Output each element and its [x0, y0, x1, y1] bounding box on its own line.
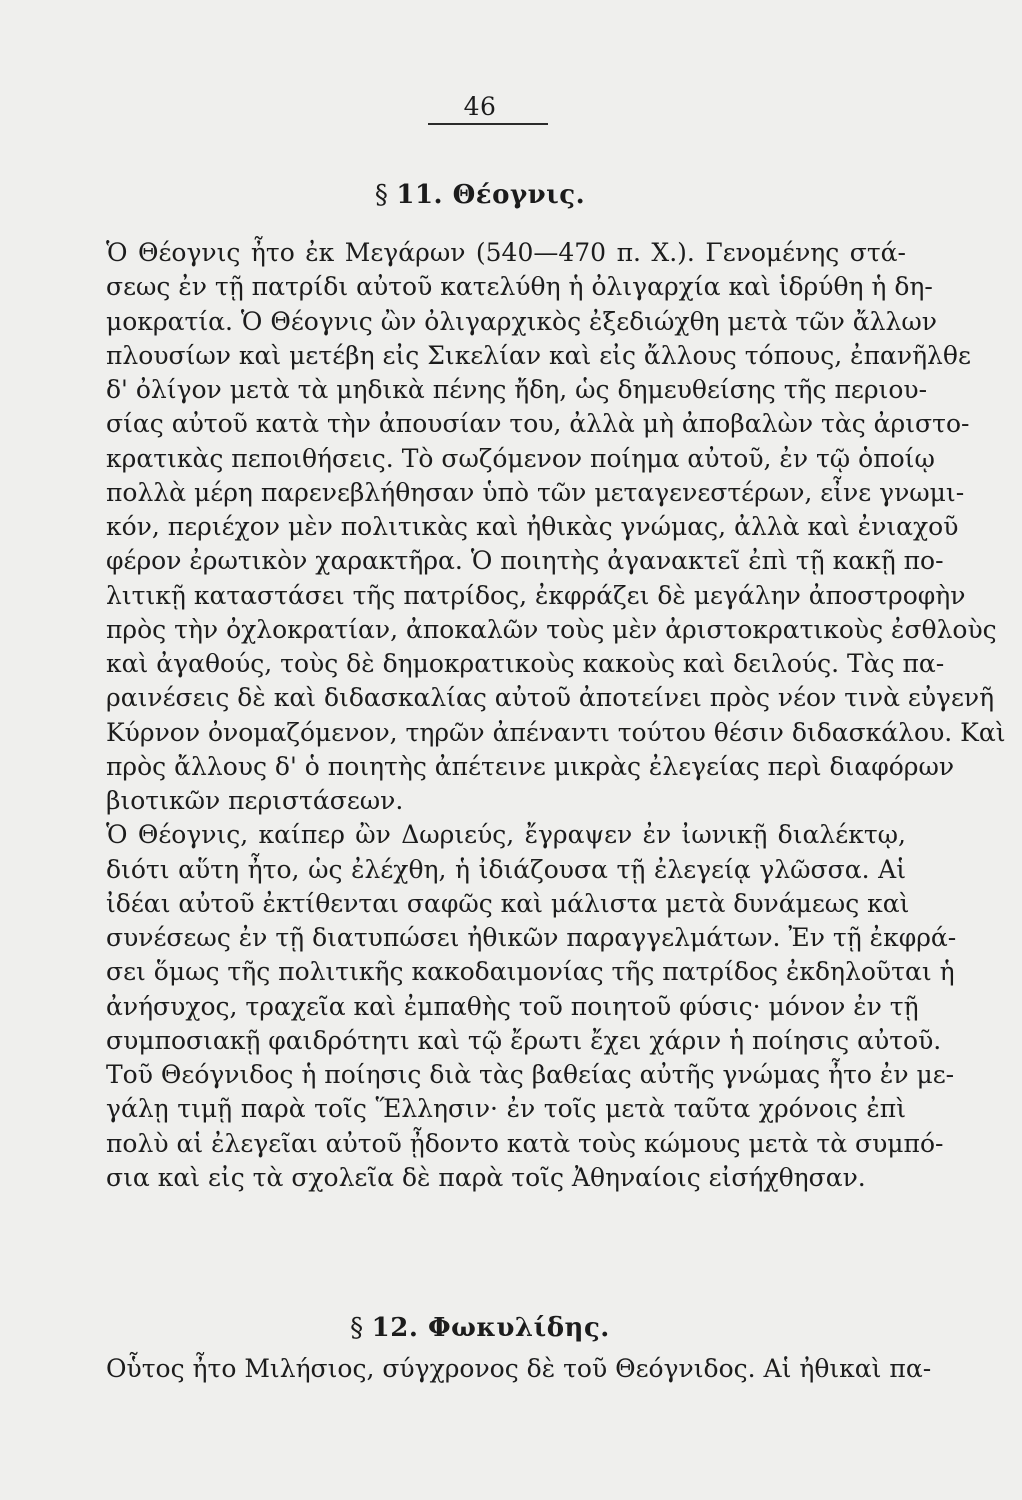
- text-line: κόν, περιέχον μὲν πολιτικὰς καὶ ἠθικὰς γνώμας, ἀλλὰ καὶ ἐνιαχοῦ: [106, 512, 959, 541]
- text-line: πρὸς ἄλλους δ' ὁ ποιητὴς ἀπέτεινε μικρὰς ἐλεγείας περὶ διαφόρων: [106, 751, 955, 781]
- section-mark: §: [374, 180, 389, 210]
- text-line: δ' ὀλίγον μετὰ τὰ μηδικὰ πένης ἤδη, ὡς δημευθείσης τῆς περιου-: [106, 375, 928, 404]
- text-line: σεως ἐν τῇ πατρίδι αὐτοῦ κατελύθη ἡ ὀλιγαρχία καὶ ἱδρύθη ἡ δη-: [106, 272, 933, 302]
- text-line: κρατικὰς πεποιθήσεις. Τὸ σωζόμενον ποίημα αὐτοῦ, ἐν τῷ ὁποίῳ: [106, 443, 935, 473]
- text-line: Οὗτος ἦτο Μιλήσιος, σύγχρονος δὲ τοῦ Θεόγνιδος. Αἱ ἠθικαὶ πα-: [106, 1354, 932, 1383]
- text-line: Τοῦ Θεόγνιδος ἡ ποίησις διὰ τὰς βαθείας αὐτῆς γνώμας ἦτο ἐν με-: [106, 1060, 955, 1089]
- section-mark: §: [350, 1313, 364, 1343]
- text-line: φέρον ἐρωτικὸν χαρακτῆρα. Ὁ ποιητὴς ἀγανακτεῖ ἐπὶ τῇ κακῇ πο-: [106, 546, 944, 576]
- text-line: σίας αὐτοῦ κατὰ τὴν ἀπουσίαν του, ἀλλὰ μὴ ἀποβαλὼν τὰς ἀριστο-: [106, 409, 970, 439]
- section-title: 11. Θέογνις.: [396, 180, 586, 210]
- section-11-text: [106, 236, 1006, 1195]
- text-line: συνέσεως ἐν τῇ διατυπώσει ἠθικῶν παραγγελμάτων. Ἐν τῇ ἐκφρά-: [106, 923, 957, 952]
- page-number-rule: [428, 123, 548, 125]
- text-line: λιτικῇ καταστάσει τῆς πατρίδος, ἐκφράζει δὲ μεγάλην ἀποστροφὴν: [106, 580, 966, 610]
- text-line: ραινέσεις δὲ καὶ διδασκαλίας αὐτοῦ ἀποτείνει πρὸς νέον τινὰ εὐγενῆ: [106, 683, 995, 713]
- text-line: σει ὅμως τῆς πολιτικῆς κακοδαιμονίας τῆς πατρίδος ἐκδηλοῦται ἡ: [106, 957, 955, 987]
- text-line: πολὺ αἱ ἐλεγεῖαι αὐτοῦ ᾖδοντο κατὰ τοὺς κώμους μετὰ τὰ συμπό-: [106, 1128, 944, 1158]
- text-line: πολλὰ μέρη παρενεβλήθησαν ὑπὸ τῶν μεταγενεστέρων, εἶνε γνωμι-: [106, 477, 965, 507]
- text-line: βιοτικῶν περιστάσεων.: [106, 786, 404, 815]
- text-line: καὶ ἀγαθούς, τοὺς δὲ δημοκρατικοὺς κακοὺς καὶ δειλούς. Τὰς πα-: [106, 649, 945, 678]
- section-heading-12: [0, 1313, 960, 1343]
- text-line: σια καὶ εἰς τὰ σχολεῖα δὲ παρὰ τοῖς Ἀθηναίοις εἰσήχθησαν.: [106, 1162, 866, 1192]
- text-line: ἰδέαι αὐτοῦ ἐκτίθενται σαφῶς καὶ μάλιστα μετὰ δυνάμεως καὶ: [106, 888, 910, 918]
- text-line: πρὸς τὴν ὀχλοκρατίαν, ἀποκαλῶν τοὺς μὲν ἀριστοκρατικοὺς ἐσθλοὺς: [106, 614, 997, 644]
- text-line: πλουσίων καὶ μετέβη εἰς Σικελίαν καὶ εἰς ἄλλους τόπους, ἐπανῆλθε: [106, 340, 971, 370]
- text-line: γάλῃ τιμῇ παρὰ τοῖς Ἕλλησιν· ἐν τοῖς μετὰ ταῦτα χρόνοις ἐπὶ: [106, 1094, 906, 1124]
- text-line: ἀνήσυχος, τραχεῖα καὶ ἐμπαθὴς τοῦ ποιητοῦ φύσις· μόνον ἐν τῇ: [106, 991, 919, 1021]
- text-line: διότι αὕτη ἦτο, ὡς ἐλέχθη, ἡ ἰδιάζουσα τῇ ἐλεγείᾳ γλῶσσα. Αἱ: [106, 854, 906, 884]
- text-line: Ὁ Θέογνις ἦτο ἐκ Μεγάρων (540—470 π. Χ.). Γενομένης στά-: [106, 238, 906, 267]
- text-line: συμποσιακῇ φαιδρότητι καὶ τῷ ἔρωτι ἔχει χάριν ἡ ποίησις αὐτοῦ.: [106, 1025, 942, 1055]
- text-line: μοκρατία. Ὁ Θέογνις ὢν ὀλιγαρχικὸς ἐξεδιώχθη μετὰ τῶν ἄλλων: [106, 306, 937, 336]
- section-12-text: [106, 1352, 932, 1386]
- text-line: Κύρνον ὀνομαζόμενον, τηρῶν ἀπέναντι τούτου θέσιν διδασκάλου. Καὶ: [106, 717, 1006, 747]
- page-number: 46: [463, 92, 497, 121]
- section-title: 12. Φωκυλίδης.: [371, 1313, 610, 1343]
- text-line: Ὁ Θέογνις, καίπερ ὢν Δωριεύς, ἔγραψεν ἐν ἰωνικῇ διαλέκτῳ,: [106, 820, 906, 850]
- section-heading-11: [0, 180, 960, 210]
